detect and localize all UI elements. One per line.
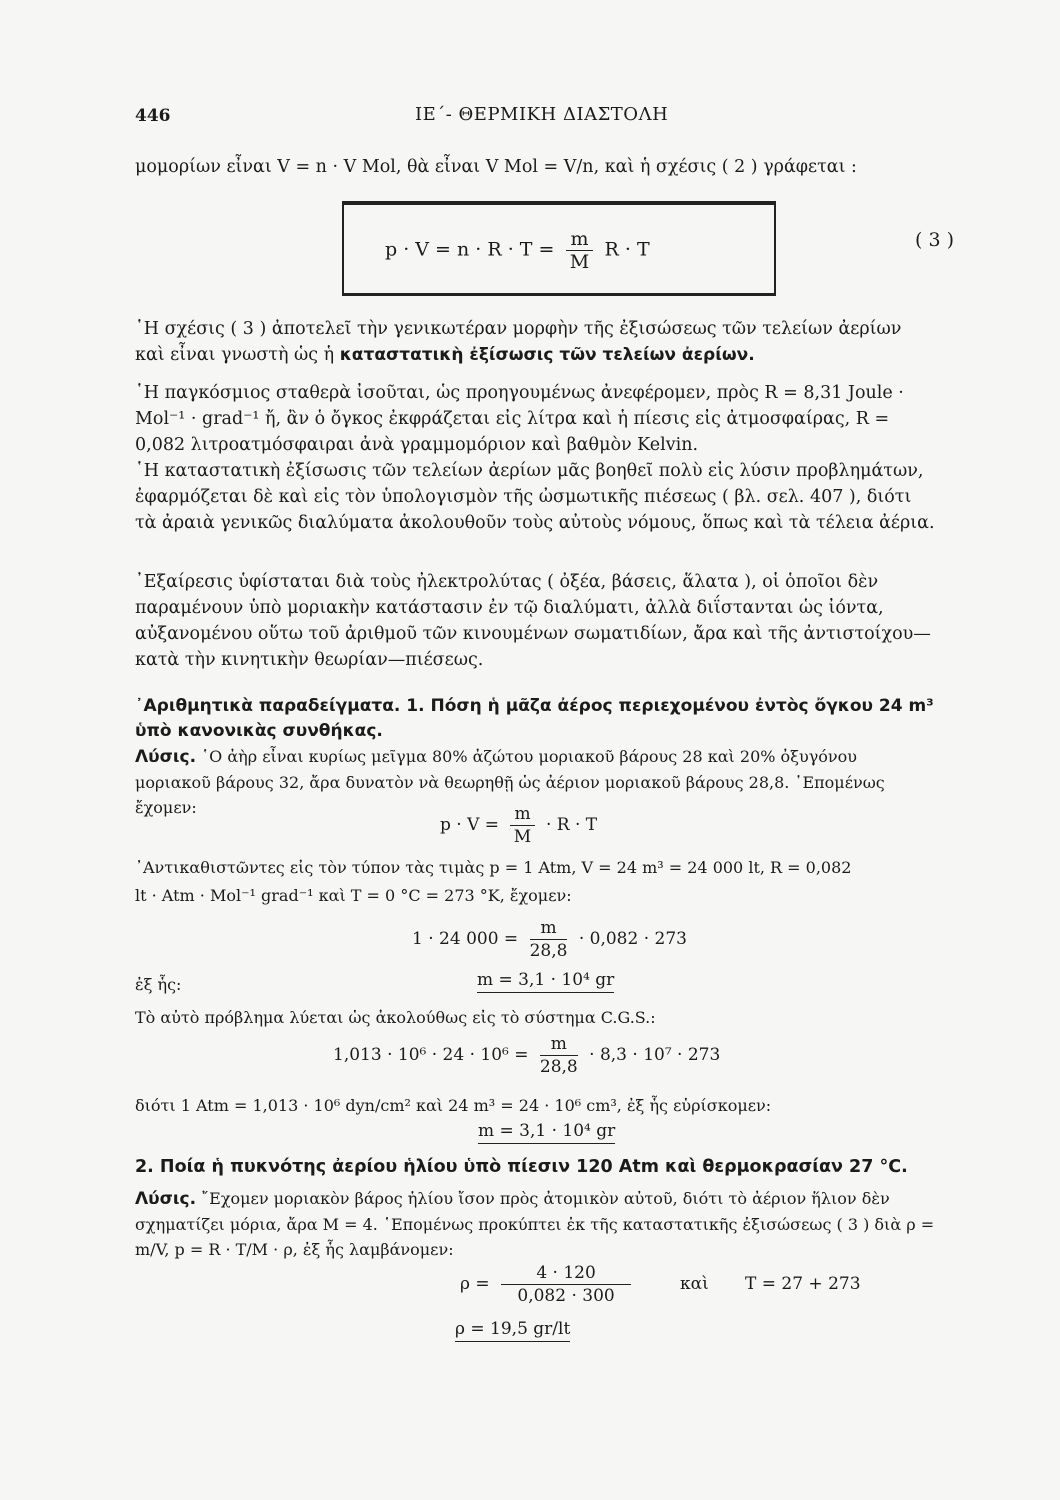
eq1-fraction: [510, 803, 534, 848]
eq1-right: · R · T: [545, 815, 598, 835]
eq3-left: 1,013 · 10⁶ · 24 · 10⁶ =: [333, 1045, 529, 1065]
because-line: διότι 1 Atm = 1,013 · 10⁶ dyn/cm² καὶ 24 m³ = 24 · 10⁶ cm³, ἐξ ἧς εὑρίσκομεν:: [135, 1096, 772, 1115]
boxed-eq-num: m: [566, 228, 592, 251]
boxed-eq-den: M: [569, 251, 590, 273]
eq4-and: καὶ: [680, 1274, 709, 1294]
eq4-left: ρ =: [460, 1274, 490, 1294]
page-number: 446: [135, 106, 171, 126]
eq3-right: · 8,3 · 10⁷ · 273: [589, 1045, 721, 1065]
boxed-eq-fraction: [566, 228, 592, 273]
eq3-fraction: [540, 1033, 578, 1078]
result-3-text: ρ = 19,5 gr/lt: [455, 1319, 570, 1342]
example-2-heading: 2. Ποία ἡ πυκνότης ἀερίου ἡλίου ὑπὸ πίεσιν 120 Atm καὶ θερμοκρασίαν 27 °C.: [135, 1157, 908, 1177]
paragraph-2: ῾Η παγκόσμιος σταθερὰ ἰσοῦται, ὡς προηγουμένως ἀνεφέρομεν, πρὸς R = 8,31 Joule · Mol⁻¹ · grad⁻¹ ἤ, ἂν ὁ ὄγκος ἐκφράζεται εἰς λίτρα καὶ ἡ πίεσις εἰς ἀτμοσφαίρας, R = 0,082 λιτροατμόσφαιραι ἀνὰ γραμμομόριον καὶ βαθμὸν Kelvin.: [135, 383, 904, 455]
result-1: [477, 970, 614, 990]
result-1-text: m = 3,1 · 10⁴ gr: [477, 970, 614, 993]
substitution-line-1: ᾿Αντικαθιστῶντες εἰς τὸν τύπον τὰς τιμὰς p = 1 Atm, V = 24 m³ = 24 000 lt, R = 0,082: [135, 858, 852, 877]
result-3: [455, 1319, 570, 1339]
equation-number: ( 3 ): [915, 229, 954, 251]
paragraph-1-text: ῾Η σχέσις ( 3 ) ἀποτελεῖ τὴν γενικωτέραν μορφὴν τῆς ἐξισώσεως τῶν τελείων ἀερίων καὶ εἶναι γνωστὴ ὡς ἡ: [135, 319, 902, 365]
eq1-num: m: [510, 803, 534, 826]
substitution-line-2: lt · Atm · Mol⁻¹ grad⁻¹ καὶ T = 0 °C = 273 °K, ἔχομεν:: [135, 886, 572, 905]
solution-2: [135, 1186, 935, 1262]
equation-2: [412, 917, 687, 962]
boxed-eq-left: p · V = n · R · T =: [385, 238, 555, 261]
examples-heading: ᾿Αριθμητικὰ παραδείγματα. 1. Πόση ἡ μᾶζα ἀέρος περιεχομένου ἐντὸς ὄγκου 24 m³ ὑπὸ κανονικὰς συνθήκας.: [135, 696, 934, 741]
eq4-den: 0,082 · 300: [517, 1286, 615, 1306]
eq1-den: M: [513, 827, 532, 847]
eq2-num: m: [530, 917, 568, 940]
solution-1-text: ῾Ο ἀὴρ εἶναι κυρίως μεῖγμα 80% ἀζώτου μοριακοῦ βάρους 28 καὶ 20% ὀξυγόνου μοριακοῦ βάρους 32, ἄρα δυνατὸν νὰ θεωρηθῇ ὡς ἀέριον μοριακοῦ βάρους 28,8. ῾Επομένως ἔχομεν:: [135, 747, 885, 817]
whence-label: ἐξ ἧς:: [135, 975, 182, 994]
solution-label: Λύσις.: [135, 747, 197, 767]
paragraph-1-bold: καταστατικὴ ἐξίσωσις τῶν τελείων ἀερίων.: [339, 345, 755, 365]
solution-2-label: Λύσις.: [135, 1189, 197, 1209]
eq3-num: m: [540, 1033, 578, 1056]
cgs-line: Τὸ αὐτὸ πρόβλημα λύεται ὡς ἀκολούθως εἰς τὸ σύστημα C.G.S.:: [135, 1008, 656, 1027]
result-2: [478, 1121, 615, 1141]
eq2-right: · 0,082 · 273: [578, 929, 687, 949]
eq4-fraction: [501, 1262, 631, 1307]
eq4-num: 4 · 120: [501, 1262, 631, 1285]
intro-line: μομορίων εἶναι V = n · V Mol, θὰ εἶναι V Mol = V/n, καὶ ἡ σχέσις ( 2 ) γράφεται :: [135, 157, 857, 177]
paragraph-3: ῾Η καταστατικὴ ἐξίσωσις τῶν τελείων ἀερίων μᾶς βοηθεῖ πολὺ εἰς λύσιν προβλημάτων, ἐφαρμόζεται δὲ καὶ εἰς τὸν ὑπολογισμὸν τῆς ὠσμωτικῆς πιέσεως ( βλ. σελ. 407 ), διότι τὰ ἀραιὰ γενικῶς διαλύματα ἀκολουθοῦν τοὺς αὐτοὺς νόμους, ὅπως καὶ τὰ τέλεια ἀέρια.: [135, 461, 935, 533]
equation-3: [333, 1033, 720, 1078]
paragraph-1: [135, 316, 935, 368]
paragraph-4: ᾿Εξαίρεσις ὑφίσταται διὰ τοὺς ἠλεκτρολύτας ( ὀξέα, βάσεις, ἅλατα ), οἱ ὁποῖοι δὲν παραμένουν ὑπὸ μοριακὴν κατάστασιν ἐν τῷ διαλύματι, ἀλλὰ διΐστανται ὡς ἰόντα, αὐξανομένου οὕτω τοῦ ἀριθμοῦ τῶν κινουμένων σωματιδίων, ἄρα καὶ τῆς ἀντιστοίχου—κατὰ τὴν κινητικὴν θεωρίαν—πιέσεως.: [135, 572, 931, 670]
equation-4: [460, 1262, 637, 1307]
eq2-den: 28,8: [529, 941, 568, 961]
chapter-title: ΙΕ΄- ΘΕΡΜΙΚΗ ΔΙΑΣΤΟΛΗ: [415, 104, 669, 125]
eq4-temperature: T = 27 + 273: [745, 1274, 861, 1294]
eq2-fraction: [530, 917, 568, 962]
equation-1: [440, 803, 597, 848]
boxed-eq-right: R · T: [604, 238, 650, 261]
result-2-text: m = 3,1 · 10⁴ gr: [478, 1121, 615, 1144]
solution-2-text: ῎Εχομεν μοριακὸν βάρος ἡλίου ἴσον πρὸς ἀτομικὸν αὐτοῦ, διότι τὸ ἀέριον ἥλιον δὲν σχηματίζει μόρια, ἄρα M = 4. ῾Επομένως προκύπτει ἐκ τῆς καταστατικῆς ἐξισώσεως ( 3 ) διὰ ρ = m/V, p = R · T/M · ρ, ἐξ ἧς λαμβάνομεν:: [135, 1189, 935, 1259]
eq2-left: 1 · 24 000 =: [412, 929, 519, 949]
eq1-left: p · V =: [440, 815, 500, 835]
eq3-den: 28,8: [539, 1057, 578, 1077]
boxed-equation: [385, 228, 650, 273]
